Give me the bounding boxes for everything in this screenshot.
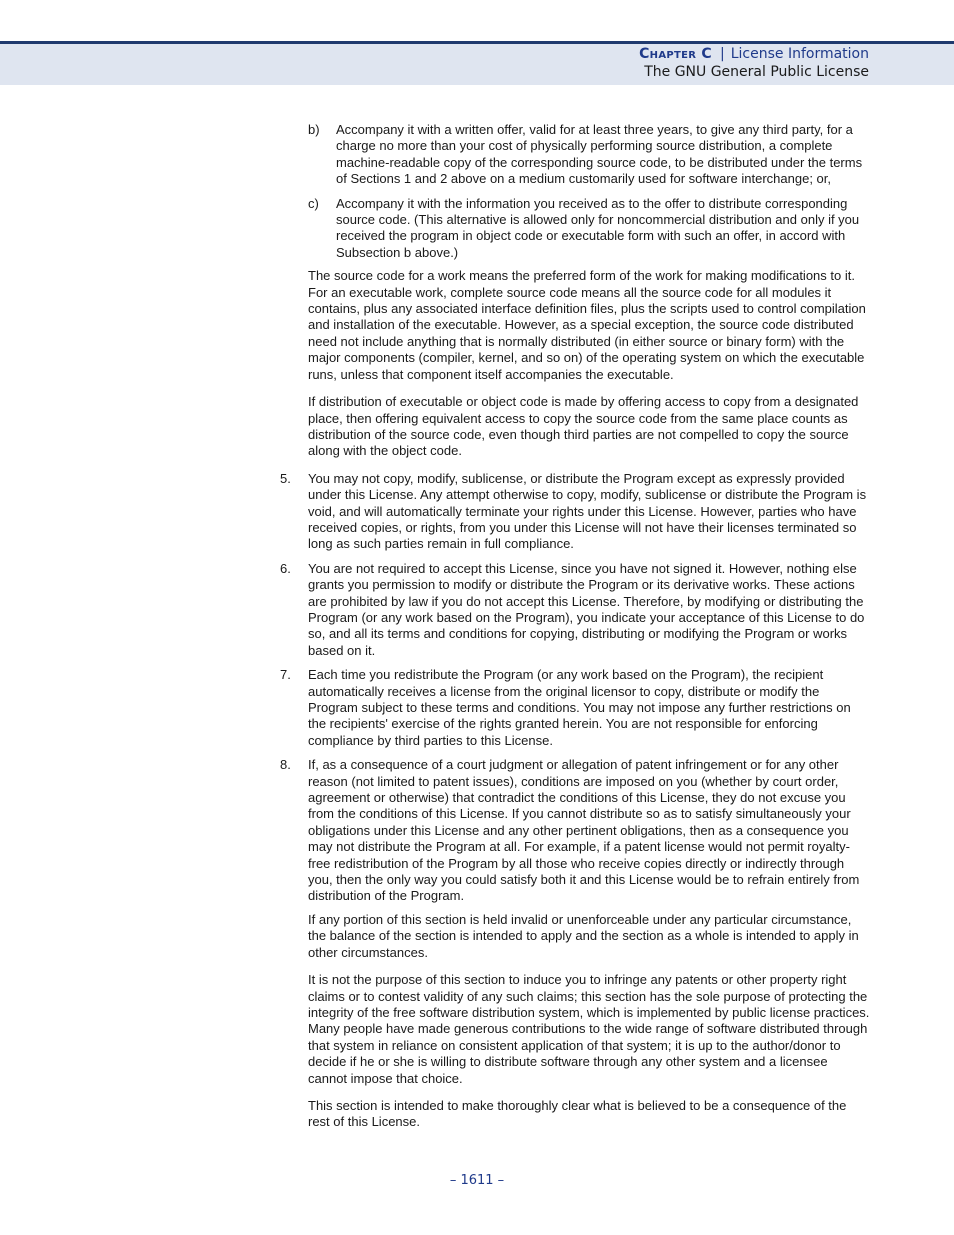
list-item-8 [280,757,870,905]
list-marker: c) [308,195,319,211]
list-item-6 [280,561,870,659]
list-item-5 [280,471,870,553]
section-title: License Information [730,46,869,62]
list-text: If, as a consequence of a court judgment or allegation of patent infringement or for any other reason (not limited to patent issues), conditions are imposed on you (whether by court order, agreement or otherwise) that contradict the conditions of this License, they do not excuse you from the conditions of this License. If you cannot distribute so as to satisfy simultaneously your obligations under this License and any other pertinent obligations, then as a consequence you may not distribute the Program at all. For example, if a patent license would not permit royalty-free redistribution of the Program by all those who receive copies directly or indirectly through you, then the only way you could satisfy both it and this License would be to refrain entirely from distribution of the Program. [308,757,860,904]
chapter-label: Chapter C [639,46,712,62]
section-subtitle: The GNU General Public License [644,64,869,80]
list-marker: 7. [280,667,291,683]
list-text: Each time you redistribute the Program (or any work based on the Program), the recipient automatically receives a license from the original licensor to copy, distribute or modify the Program subject to these terms and conditions. You may not impose any further restrictions on the recipients' exercise of the rights granted herein. You are not responsible for enforcing compliance by third parties to this License. [308,667,851,748]
list-text: You are not required to accept this License, since you have not signed it. However, nothing else grants you permission to modify or distribute the Program or its derivative works. These actions are prohibited by law if you do not accept this License. Therefore, by modifying or distributing the Program (or any work based on the Program), you indicate your acceptance of this License to do so, and all its terms and conditions for copying, distributing or modifying the Program or works based on it. [308,560,865,658]
running-header [639,45,869,63]
list-marker: 5. [280,470,291,486]
list-text: You may not copy, modify, sublicense, or distribute the Program except as expressly provided under this License. Any attempt otherwise to copy, modify, sublicense or distribute the Program is void, and will automatically terminate your rights under this License. However, parties who have received copies, or rights, from you under this License will not have their licenses terminated so long as such parties remain in full compliance. [308,470,867,552]
page-number: – 1611 – [449,1173,505,1188]
paragraph: The source code for a work means the preferred form of the work for making modifications to it. For an executable work, complete source code means all the source code for all modules it contains, plus any associated interface definition files, plus the scripts used to control compilation and installation of the executable. However, as a special exception, the source code distributed need not include anything that is normally distributed (in either source or binary form) with the major components (compiler, kernel, and so on) of the operating system on which the executable runs, unless that component itself accompanies the executable. [308,268,866,382]
list-item-c [280,196,870,262]
page-body [280,122,870,1142]
paragraph: If any portion of this section is held invalid or unenforceable under any particular circumstance, the balance of the section is intended to apply and the section as a whole is intended to apply in other circumstances. [308,911,859,960]
list-item-b [280,122,870,188]
list-text: Accompany it with the information you received as to the offer to distribute corresponding source code. (This alternative is allowed only for noncommercial distribution and only if you received the program in object code or executable form with such an offer, in accord with Subsection b above.) [336,195,860,260]
list-marker: b) [308,122,320,137]
list-marker: 8. [280,757,291,773]
paragraph: If distribution of executable or object code is made by offering access to copy from a designated place, then offering equivalent access to copy the source code from the same place counts as distribution of the source code, even though third parties are not compelled to copy the source along with the object code. [308,394,859,459]
list-marker: 6. [280,560,291,576]
paragraph: This section is intended to make thoroughly clear what is believed to be a consequence of the rest of this License. [308,1097,847,1130]
list-item-7 [280,667,870,749]
paragraph: It is not the purpose of this section to induce you to infringe any patents or other property right claims or to contest validity of any such claims; this section has the sole purpose of protecting the integrity of the free software distribution system, which is implemented by public license practices. Many people have made generous contributions to the wide range of software distributed through that system in reliance on consistent application of that system; it is up to the author/donor to decide if he or she is willing to distribute software through any other system and a licensee cannot impose that choice. [308,972,870,1086]
header-separator: | [720,46,725,62]
list-text: Accompany it with a written offer, valid for at least three years, to give any third party, for a charge no more than your cost of physically performing source distribution, a complete machine-readable copy of the corresponding source code, to be distributed under the terms of Sections 1 and 2 above on a medium customarily used for software interchange; or, [336,122,863,187]
